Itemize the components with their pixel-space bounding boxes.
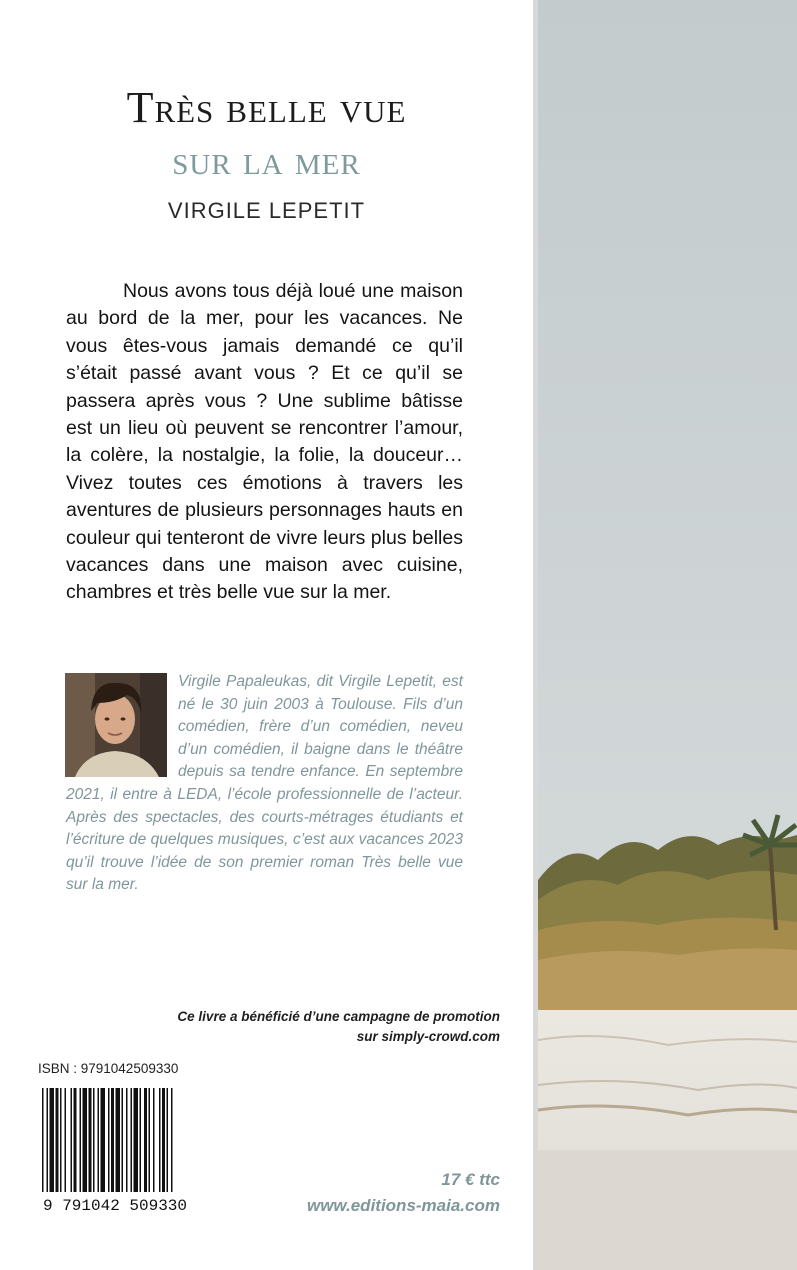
barcode-bar <box>111 1088 114 1192</box>
isbn-label: ISBN : 9791042509330 <box>38 1061 179 1076</box>
barcode-bar <box>162 1088 165 1192</box>
price: 17 € ttc <box>441 1170 500 1189</box>
barcode-bar <box>149 1088 151 1192</box>
book-title-line1: Très belle vue <box>126 83 407 132</box>
author-name: VIRGILE LEPETIT <box>167 198 366 223</box>
book-title-line2: sur la mer <box>172 137 361 183</box>
barcode-bar <box>93 1088 95 1192</box>
barcode-bar <box>140 1088 142 1192</box>
barcode-bar <box>159 1088 161 1192</box>
isbn-barcode <box>30 1084 200 1214</box>
barcode-bar <box>47 1088 49 1192</box>
promotion-note <box>100 1007 500 1047</box>
barcode-bar <box>42 1088 44 1192</box>
author-portrait-image <box>65 673 167 777</box>
book-synopsis: Nous avons tous déjà loué une maison au bord de la mer, pour les vacances. Ne vous êtes-vous jamais demandé ce qu’il s’était passé avant vous ? Et ce qu’il se passera après vous ? Une sublime bâtisse est un lieu où peuvent se rencontrer l’amour, la colère, la nostalgie, la folie, la douceur… Vivez toutes ces émotions à travers les aventures de plusieurs personnages hauts en couleur qui tenteront de vivre leurs plus belles vacances dans une maison avec cuisine, chambres et très belle vue sur la mer. <box>66 280 463 604</box>
barcode-bar <box>60 1088 62 1192</box>
barcode-bar <box>167 1088 169 1192</box>
promotion-note-line2: sur simply-crowd.com <box>356 1029 500 1044</box>
barcode-bar <box>153 1088 155 1192</box>
barcode-bar <box>80 1088 82 1192</box>
barcode-bar <box>171 1088 173 1192</box>
barcode-bar <box>108 1088 110 1192</box>
barcode-bar <box>131 1088 133 1192</box>
barcode-bar <box>101 1088 106 1192</box>
publisher-website: www.editions-maia.com <box>306 1196 500 1215</box>
barcode-bar <box>98 1088 100 1192</box>
author-bio: Virgile Papaleukas, dit Virgile Lepetit, est né le 30 juin 2003 à Toulouse. Fils d’un comédien, frère d’un comédien, neveu d’un comédien, il baigne dans le théâtre depuis sa tendre enfance. En septembre 2021, il entre à LEDA, l’école professionnelle de l’acteur. Après des spectacles, des courts-métrages étudiants et l’écriture de quelques musiques, c’est aux vacances 2023 qu’il trouve l’idée de son premier roman Très belle vue sur la mer. <box>66 673 463 894</box>
barcode-bar <box>144 1088 147 1192</box>
barcode-bar <box>56 1088 59 1192</box>
beach-dune-photo <box>538 0 797 1270</box>
barcode-digits: 9 791042 509330 <box>42 1197 188 1214</box>
barcode-bar <box>65 1088 67 1192</box>
barcode-bar <box>74 1088 77 1192</box>
barcode-bar <box>116 1088 121 1192</box>
barcode-bar <box>50 1088 55 1192</box>
barcode-bar <box>122 1088 124 1192</box>
promotion-note-line1: Ce livre a bénéficié d’une campagne de promotion <box>177 1009 500 1024</box>
barcode-bar <box>71 1088 73 1192</box>
barcode-bar <box>89 1088 92 1192</box>
barcode-bar <box>83 1088 88 1192</box>
barcode-bar <box>134 1088 139 1192</box>
barcode-bar <box>126 1088 128 1192</box>
